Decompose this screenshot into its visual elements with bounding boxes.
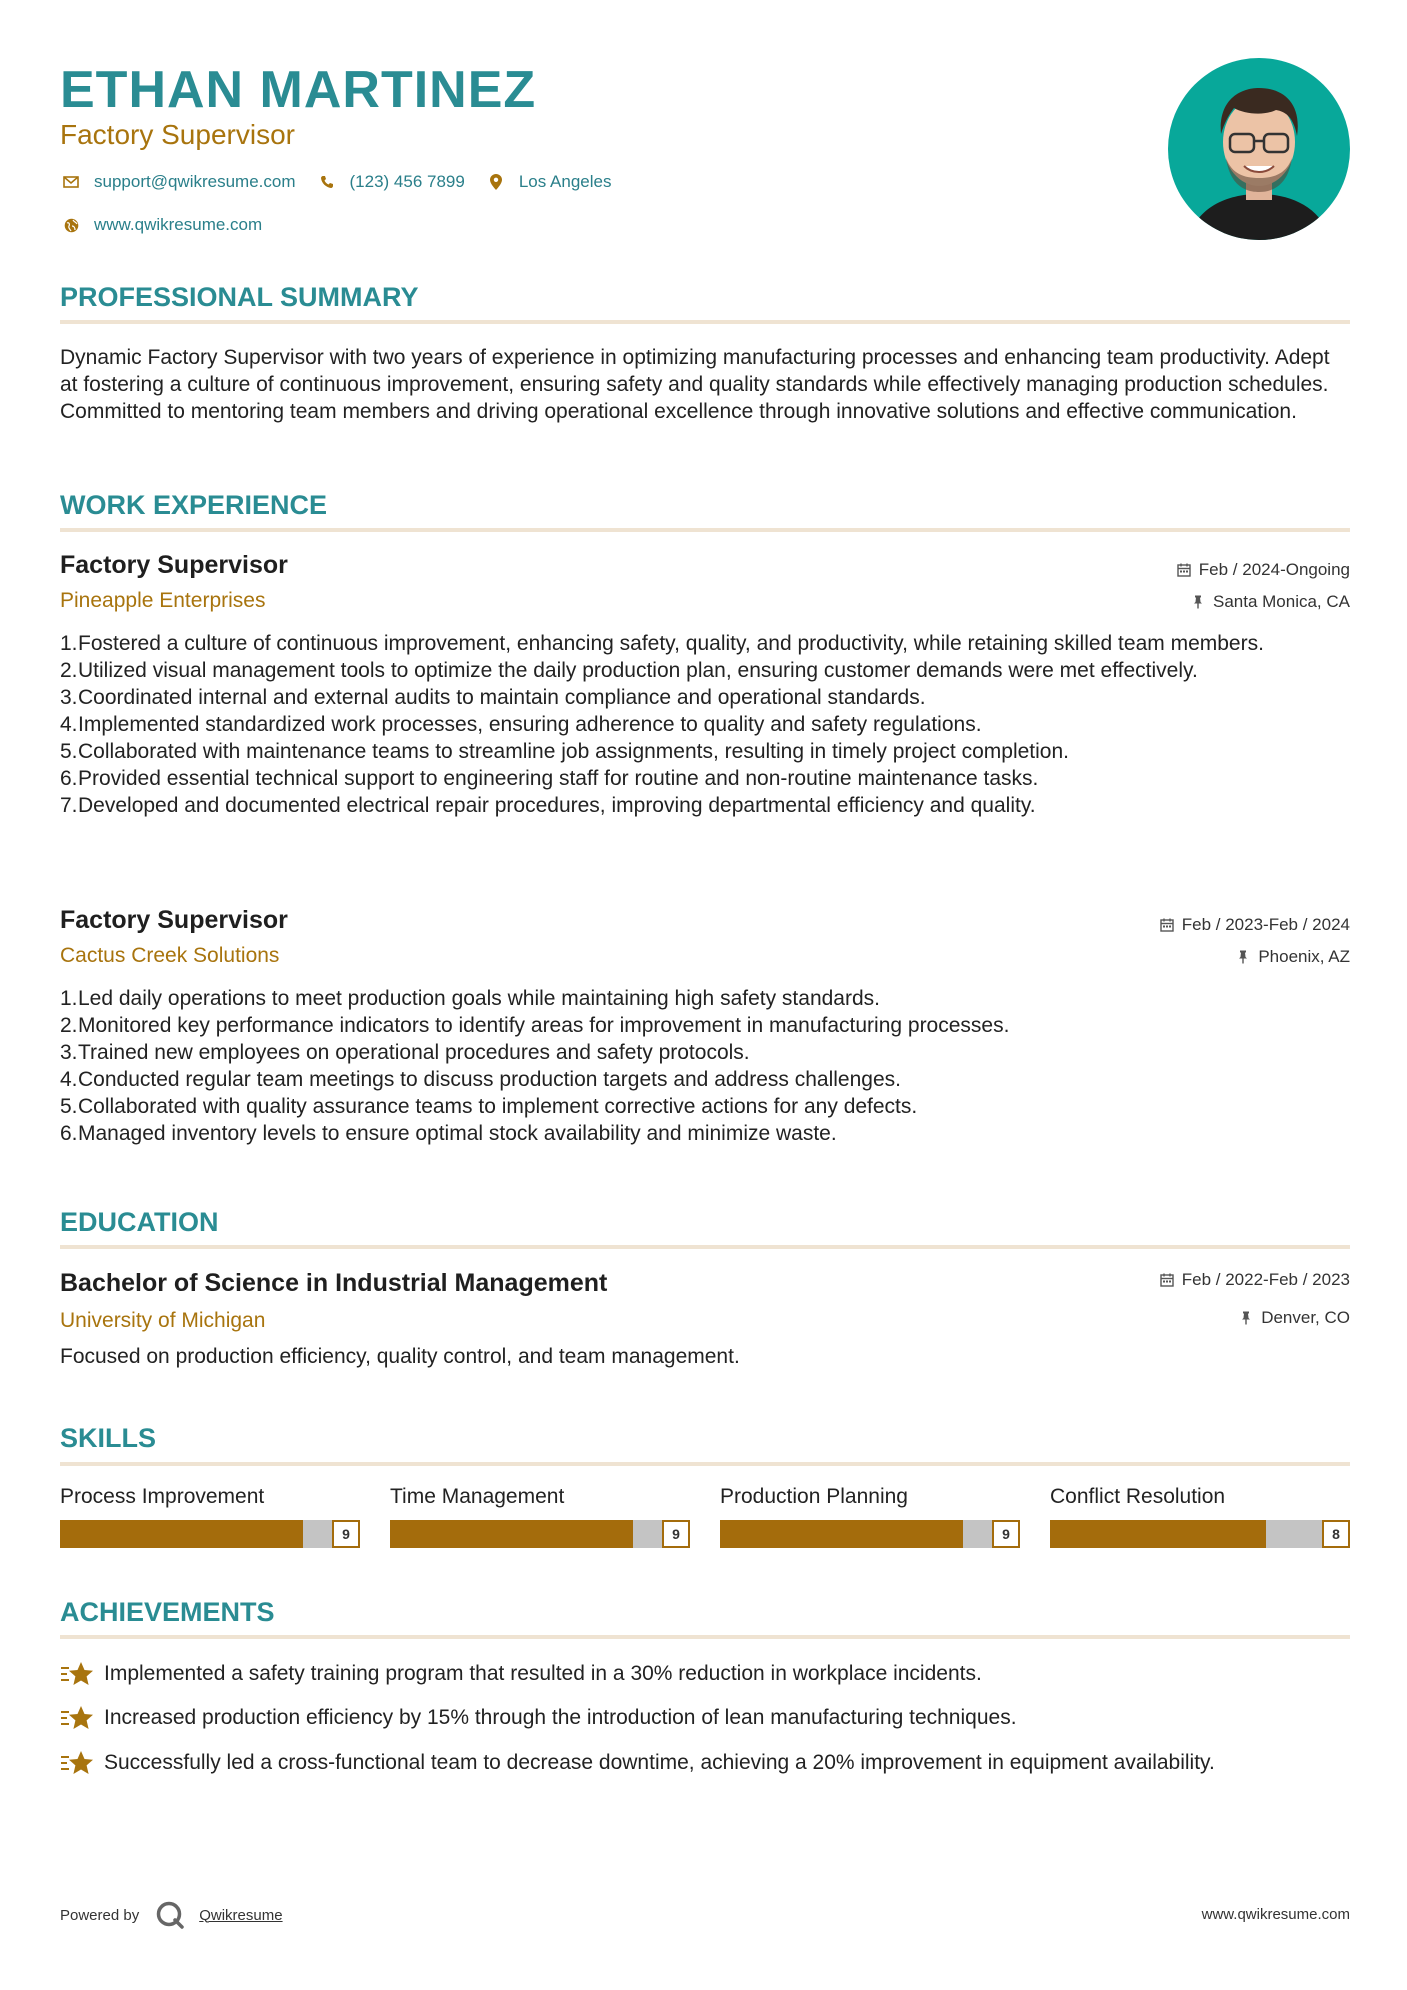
powered-by-label: Powered by — [60, 1906, 140, 1924]
skill-name: Production Planning — [720, 1485, 908, 1508]
education-dates — [1158, 1269, 1350, 1291]
job-dates-text: Feb / 2023-Feb / 2024 — [1181, 915, 1350, 934]
calendar-icon — [1158, 918, 1176, 932]
section-divider — [60, 320, 1350, 324]
candidate-name: ETHAN MARTINEZ — [60, 61, 537, 119]
job-location-text: Phoenix, AZ — [1258, 947, 1350, 966]
star-icon — [60, 1704, 104, 1739]
skill-item — [720, 1484, 1020, 1548]
website-row — [60, 215, 282, 235]
website-link[interactable]: www.qwikresume.com — [94, 215, 263, 234]
skill-level-fill — [720, 1520, 963, 1548]
phone-icon — [316, 175, 338, 189]
job-responsibilities — [60, 985, 1350, 1147]
list-item: 4. Implemented standardized work processes, ensuring adherence to quality and safety regulations. — [60, 713, 982, 736]
list-item: 1. Led daily operations to meet production goals while maintaining high safety standards. — [60, 987, 880, 1010]
experience-heading: WORK EXPERIENCE — [60, 490, 328, 520]
job-title: Factory Supervisor — [60, 551, 288, 579]
job-title: Factory Supervisor — [60, 906, 288, 934]
section-divider — [60, 528, 1350, 532]
globe-icon — [60, 218, 82, 233]
envelope-icon — [60, 176, 82, 188]
list-item: 2. Utilized visual management tools to optimize the daily production plan, ensuring customer demands were met effectively. — [60, 659, 1198, 682]
list-item: 2. Monitored key performance indicators to identify areas for improvement in manufacturing processes. — [60, 1014, 1010, 1037]
list-item: 1. Fostered a culture of continuous improvement, enhancing safety, quality, and productivity, while retaining skilled team members. — [60, 632, 1264, 655]
skill-level-badge: 9 — [662, 1520, 690, 1548]
skill-level-bar — [1050, 1520, 1350, 1548]
education-description: Focused on production efficiency, quality control, and team management. — [60, 1345, 740, 1368]
list-item: 4. Conducted regular team meetings to discuss production targets and address challenges. — [60, 1068, 901, 1091]
list-item: 3. Coordinated internal and external audits to maintain compliance and operational standards. — [60, 686, 926, 709]
skill-level-bar — [390, 1520, 690, 1548]
skill-level-fill — [390, 1520, 633, 1548]
skills-heading: SKILLS — [60, 1423, 157, 1453]
skill-item — [390, 1484, 690, 1548]
section-divider — [60, 1462, 1350, 1466]
achievement-item — [60, 1704, 1350, 1739]
section-divider — [60, 1635, 1350, 1639]
education-location — [1237, 1307, 1350, 1329]
list-item: 5. Collaborated with maintenance teams to streamline job assignments, resulting in timely project completion. — [60, 740, 1069, 763]
list-item: 3. Trained new employees on operational procedures and safety protocols. — [60, 1041, 750, 1064]
location-text: Los Angeles — [518, 172, 612, 191]
footer-website[interactable]: www.qwikresume.com — [1201, 1906, 1350, 1923]
qwikresume-logo-icon — [155, 1900, 185, 1930]
company-name: Cactus Creek Solutions — [60, 944, 280, 967]
pushpin-icon — [1234, 950, 1252, 964]
skill-item — [60, 1484, 360, 1548]
skill-name: Process Improvement — [60, 1485, 265, 1508]
job-dates-text: Feb / 2024-Ongoing — [1198, 560, 1350, 579]
skill-level-badge: 8 — [1322, 1520, 1350, 1548]
company-name: Pineapple Enterprises — [60, 589, 266, 612]
list-item: 6. Managed inventory levels to ensure optimal stock availability and minimize waste. — [60, 1122, 837, 1145]
education-heading: EDUCATION — [60, 1207, 219, 1237]
section-divider — [60, 1245, 1350, 1249]
summary-heading: PROFESSIONAL SUMMARY — [60, 282, 419, 312]
calendar-icon — [1175, 563, 1193, 577]
footer-branding — [60, 1900, 283, 1930]
skill-level-bar — [60, 1520, 360, 1548]
map-pin-icon — [485, 174, 507, 190]
calendar-icon — [1158, 1273, 1176, 1287]
email-link[interactable]: support@qwikresume.com — [94, 172, 296, 191]
job-dates — [1158, 914, 1350, 936]
list-item: 6. Provided essential technical support to engineering staff for routine and non-routine maintenance tasks. — [60, 767, 1039, 790]
education-dates-text: Feb / 2022-Feb / 2023 — [1181, 1270, 1350, 1289]
summary-text: Dynamic Factory Supervisor with two years of experience in optimizing manufacturing processes and enhancing team productivity. Adept at fostering a culture of continuous improvement, ensuring safety and quality standards while effectively managing production schedules. Committed to mentoring team members and driving operational excellence through innovative solutions and effective communication. — [60, 346, 1330, 423]
profile-photo — [1168, 58, 1350, 240]
star-icon — [60, 1749, 104, 1784]
job-responsibilities — [60, 630, 1350, 819]
education-location-text: Denver, CO — [1261, 1308, 1350, 1327]
job-location-text: Santa Monica, CA — [1212, 592, 1350, 611]
skill-level-bar — [720, 1520, 1020, 1548]
achievement-text: Increased production efficiency by 15% through the introduction of lean manufacturing techniques. — [104, 1706, 1017, 1729]
skill-name: Conflict Resolution — [1050, 1485, 1226, 1508]
job-location — [1234, 946, 1350, 968]
contact-row — [60, 172, 631, 192]
job-location — [1189, 591, 1350, 613]
pushpin-icon — [1189, 595, 1207, 609]
achievement-item — [60, 1749, 1350, 1784]
achievements-heading: ACHIEVEMENTS — [60, 1597, 275, 1627]
achievement-text: Implemented a safety training program that resulted in a 30% reduction in workplace incidents. — [104, 1662, 982, 1685]
qwikresume-brand-link[interactable]: Qwikresume — [199, 1906, 283, 1924]
resume-page — [60, 0, 1350, 1990]
skill-name: Time Management — [390, 1485, 565, 1508]
school-name: University of Michigan — [60, 1309, 266, 1332]
list-item: 5. Collaborated with quality assurance teams to implement corrective actions for any defects. — [60, 1095, 918, 1118]
achievement-text: Successfully led a cross-functional team to decrease downtime, achieving a 20% improvement in equipment availability. — [104, 1751, 1215, 1774]
skill-level-badge: 9 — [332, 1520, 360, 1548]
skill-level-fill — [1050, 1520, 1266, 1548]
skill-item — [1050, 1484, 1350, 1548]
skill-level-badge: 9 — [992, 1520, 1020, 1548]
candidate-title: Factory Supervisor — [60, 119, 295, 150]
pushpin-icon — [1237, 1311, 1255, 1325]
star-icon — [60, 1660, 104, 1695]
skill-level-fill — [60, 1520, 303, 1548]
list-item: 7. Developed and documented electrical repair procedures, improving departmental efficiency and quality. — [60, 794, 1036, 817]
phone-text: (123) 456 7899 — [349, 172, 465, 191]
achievement-item — [60, 1660, 1350, 1695]
job-dates — [1175, 559, 1350, 581]
degree-title: Bachelor of Science in Industrial Management — [60, 1269, 608, 1297]
